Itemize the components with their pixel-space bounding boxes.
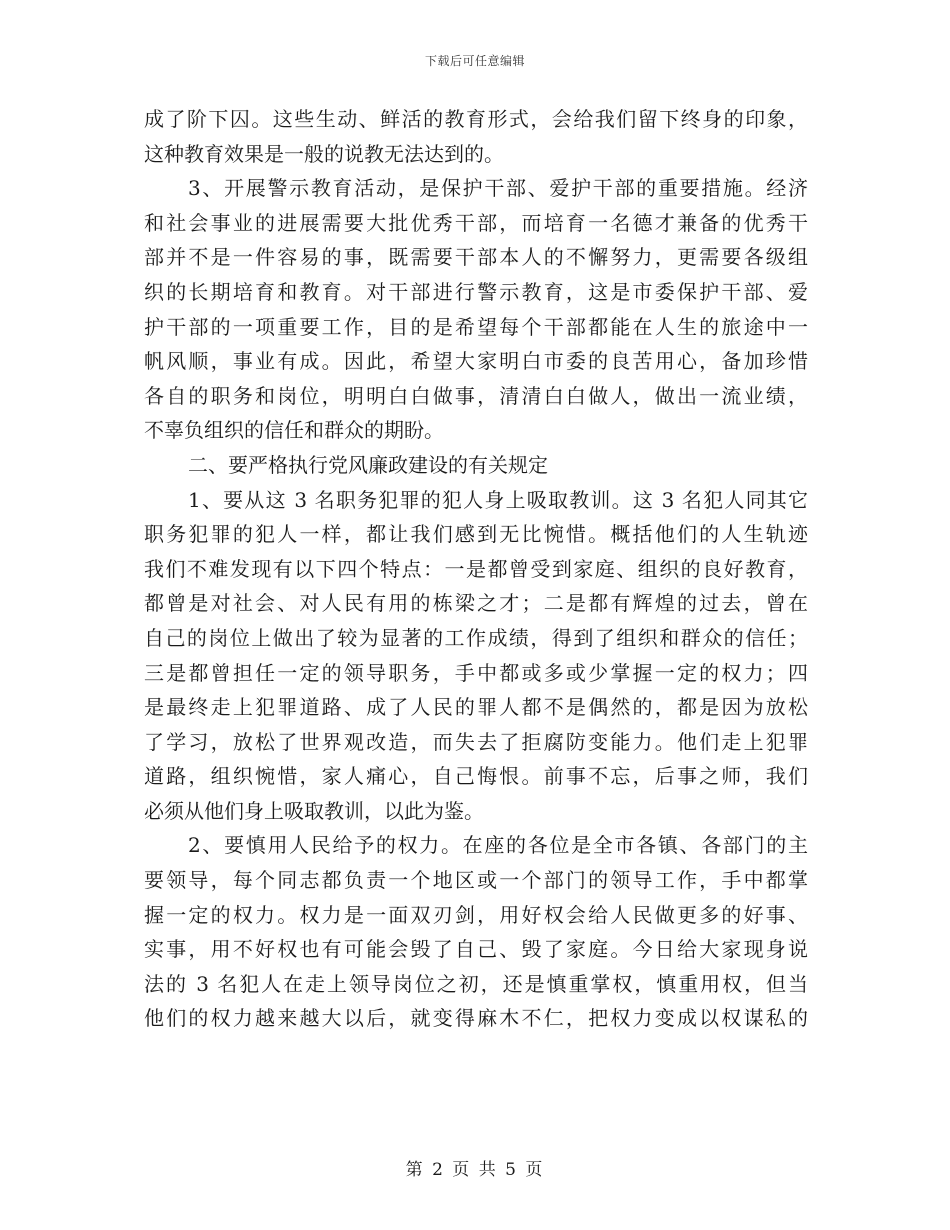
page-header: 下载后可任意编辑 xyxy=(424,54,525,68)
document-body xyxy=(144,102,808,1036)
text-line: 了学习，放松了世界观改造，而失去了拒腐防变能力。他们走上犯罪 xyxy=(144,729,808,754)
text-line: 是最终走上犯罪道路、成了人民的罪人都不是偶然的，都是因为放松 xyxy=(144,695,808,720)
text-line: 要领导，每个同志都负责一个地区或一个部门的领导工作，手中都掌 xyxy=(144,868,808,893)
text-line: 不辜负组织的信任和群众的期盼。 xyxy=(144,418,444,443)
text-line: 二、要严格执行党风廉政建设的有关规定 xyxy=(188,452,548,477)
text-line: 各自的职务和岗位，明明白白做事，清清白白做人，做出一流业绩， xyxy=(144,383,808,408)
page-footer: 第 2 页 共 5 页 xyxy=(405,1160,545,1180)
text-line: 职务犯罪的犯人一样，都让我们感到无比惋惜。概括他们的人生轨迹 xyxy=(144,522,808,547)
text-line: 部并不是一件容易的事，既需要干部本人的不懈努力，更需要各级组 xyxy=(144,245,808,270)
text-line: 必须从他们身上吸取教训，以此为鉴。 xyxy=(144,798,484,823)
text-line: 帆风顺，事业有成。因此，希望大家明白市委的良苦用心，备加珍惜 xyxy=(144,349,808,374)
text-line: 护干部的一项重要工作，目的是希望每个干部都能在人生的旅途中一 xyxy=(144,314,808,339)
text-line: 他们的权力越来越大以后，就变得麻木不仁，把权力变成以权谋私的 xyxy=(144,1006,808,1031)
text-line: 自己的岗位上做出了较为显著的工作成绩，得到了组织和群众的信任； xyxy=(144,625,808,650)
text-line: 3、开展警示教育活动，是保护干部、爱护干部的重要措施。经济 xyxy=(188,176,808,201)
text-line: 实事，用不好权也有可能会毁了自己、毁了家庭。今日给大家现身说 xyxy=(144,937,808,962)
text-line: 1、要从这 3 名职务犯罪的犯人身上吸取教训。这 3 名犯人同其它 xyxy=(188,487,808,512)
text-line: 我们不难发现有以下四个特点：一是都曾受到家庭、组织的良好教育， xyxy=(144,556,808,581)
text-line: 握一定的权力。权力是一面双刃剑，用好权会给人民做更多的好事、 xyxy=(144,902,808,927)
text-line: 道路，组织惋惜，家人痛心，自己悔恨。前事不忘，后事之师，我们 xyxy=(144,764,808,789)
text-line: 和社会事业的进展需要大批优秀干部，而培育一名德才兼备的优秀干 xyxy=(144,210,808,235)
text-line: 都曾是对社会、对人民有用的栋梁之才；二是都有辉煌的过去，曾在 xyxy=(144,591,808,616)
text-line: 2、要慎用人民给予的权力。在座的各位是全市各镇、各部门的主 xyxy=(188,833,808,858)
text-line: 法的 3 名犯人在走上领导岗位之初，还是慎重掌权，慎重用权，但当 xyxy=(144,971,808,996)
text-line: 织的长期培育和教育。对干部进行警示教育，这是市委保护干部、爱 xyxy=(144,279,808,304)
text-line: 这种教育效果是一般的说教无法达到的。 xyxy=(144,141,504,166)
text-line: 三是都曾担任一定的领导职务，手中都或多或少掌握一定的权力；四 xyxy=(144,660,808,685)
text-line: 成了阶下囚。这些生动、鲜活的教育形式，会给我们留下终身的印象， xyxy=(144,107,808,131)
